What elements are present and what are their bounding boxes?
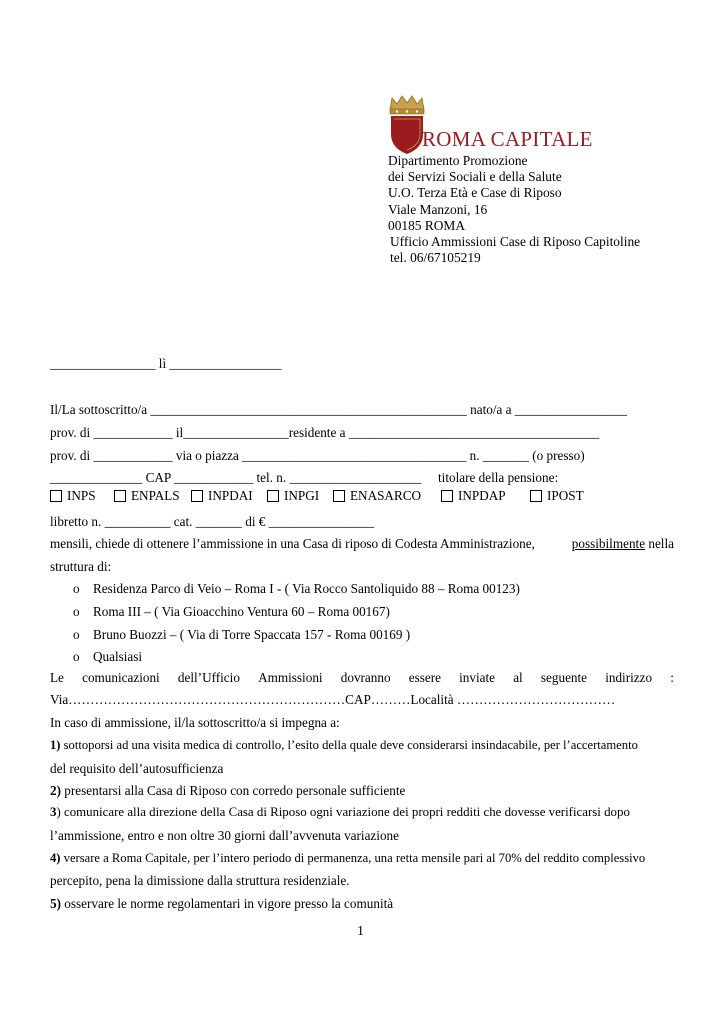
- checkbox-box[interactable]: [530, 490, 542, 502]
- request-text: mensili, chiede di ottenere l’ammissione in una Casa di riposo di Codesta Amministrazione,: [50, 536, 535, 551]
- checkbox-inpdap[interactable]: [441, 488, 506, 504]
- address-line: Dipartimento Promozione: [388, 153, 528, 168]
- item-text: sottoporsi ad una visita medica di controllo, l’esito della quale deve considerarsi insindacabile, per l’accertamento: [60, 738, 638, 752]
- item-number: 1): [50, 738, 61, 752]
- checkbox-label: INPDAI: [208, 488, 253, 503]
- brand-title: ROMA CAPITALE: [422, 127, 593, 151]
- item-text: ) comunicare alla direzione della Casa di Riposo ogni variazione dei propri redditi che dovesse verificarsi dopo: [56, 805, 630, 819]
- form-line-birth: prov. di ____________ il________________residente a ______________________________________: [50, 425, 600, 440]
- word: comunicazioni: [82, 670, 160, 685]
- form-line-address: prov. di ____________ via o piazza __________________________________ n. _______ (o presso): [50, 448, 585, 463]
- checkbox-label: ENPALS: [131, 488, 180, 503]
- communications-words: [50, 670, 674, 686]
- word: Ammissioni: [258, 670, 323, 685]
- structure-option: Qualsiasi: [93, 649, 143, 664]
- word: Le: [50, 670, 64, 685]
- commitment-3-cont: l’ammissione, entro e non oltre 30 giorni dall’avvenuta variazione: [50, 828, 399, 843]
- item-number: 4): [50, 851, 61, 865]
- address-line: tel. 06/67105219: [390, 250, 481, 266]
- page-number: 1: [357, 924, 364, 939]
- word: :: [670, 670, 674, 685]
- word: al: [513, 670, 523, 685]
- address-line: dei Servizi Sociali e della Salute: [388, 169, 562, 185]
- commitment-1-cont: del requisito dell’autosufficienza: [50, 761, 224, 776]
- checkbox-ipost[interactable]: [530, 488, 584, 504]
- structure-option: Bruno Buozzi – ( Via di Torre Spaccata 157 - Roma 00169 ): [93, 627, 411, 642]
- date-line: ________________ lì _________________: [50, 356, 282, 371]
- checkbox-box[interactable]: [114, 490, 126, 502]
- request-text-end: [572, 536, 674, 552]
- checkbox-box[interactable]: [441, 490, 453, 502]
- checkbox-inpgi[interactable]: [267, 488, 319, 504]
- checkbox-label: INPS: [67, 488, 96, 503]
- underlined-word: possibilmente: [571, 536, 646, 551]
- word: essere: [408, 670, 441, 685]
- word: indirizzo: [605, 670, 653, 685]
- checkbox-inps[interactable]: [50, 488, 96, 504]
- pension-label: titolare della pensione:: [438, 470, 559, 485]
- word: dell’Ufficio: [177, 670, 240, 685]
- item-number: 5): [50, 896, 61, 911]
- address-line: 00185 ROMA: [388, 217, 466, 233]
- structure-option: Roma III – ( Via Gioacchino Ventura 60 – Roma 00167): [93, 604, 390, 619]
- form-line-cap: ______________ CAP ____________ tel. n. ____________________: [50, 470, 422, 485]
- address-line: Viale Manzoni, 16: [388, 201, 488, 217]
- commitment-3-line: [50, 805, 674, 820]
- structure-option: Residenza Parco di Veio – Roma I - ( Via Rocco Santoliquido 88 – Roma 00123): [93, 581, 520, 596]
- item-number: 3: [50, 805, 57, 819]
- bullet: o: [73, 627, 80, 642]
- commit-intro: In caso di ammissione, il/la sottoscritto/a si impegna a:: [50, 715, 340, 730]
- checkbox-box[interactable]: [333, 490, 345, 502]
- checkbox-label: IPOST: [547, 488, 584, 503]
- commitment-2: [50, 783, 405, 799]
- item-text: presentarsi alla Casa di Riposo con corredo personale sufficiente: [61, 783, 406, 798]
- checkbox-label: INPGI: [284, 488, 320, 503]
- checkbox-inpdai[interactable]: [191, 488, 253, 504]
- checkbox-label: ENASARCO: [350, 488, 422, 503]
- structure-label: struttura di:: [50, 559, 112, 574]
- checkbox-label: INPDAP: [458, 488, 506, 503]
- address-line: Ufficio Ammissioni Case di Riposo Capitoline: [390, 234, 641, 250]
- word: seguente: [540, 670, 588, 685]
- request-text: nella: [645, 536, 674, 551]
- via-line: Via………………………………………………………CAP………Località ………………………………: [50, 692, 616, 707]
- address-block: [388, 153, 640, 266]
- address-line: U.O. Terza Età e Case di Riposo: [388, 185, 562, 201]
- checkbox-enpals[interactable]: [114, 488, 180, 504]
- commitment-4: [50, 851, 645, 866]
- item-text: versare a Roma Capitale, per l’intero periodo di permanenza, una retta mensile pari al 70% del reddito complessivo: [60, 851, 646, 865]
- checkbox-box[interactable]: [267, 490, 279, 502]
- checkbox-box[interactable]: [50, 490, 62, 502]
- bullet: o: [73, 581, 80, 596]
- commitment-1: [50, 738, 638, 753]
- checkbox-enasarco[interactable]: [333, 488, 421, 504]
- commitment-5: [50, 896, 393, 912]
- request-paragraph: [50, 536, 674, 552]
- form-line-name: Il/La sottoscritto/a ________________________________________________ nato/a a _________________: [50, 402, 627, 417]
- word: dovranno: [340, 670, 391, 685]
- bullet: o: [73, 604, 80, 619]
- request-line: [50, 536, 674, 552]
- bullet: o: [73, 649, 80, 664]
- item-text: osservare le norme regolamentari in vigore presso la comunità: [61, 896, 394, 911]
- communications-line: [50, 670, 674, 686]
- commitment-3: [50, 805, 674, 820]
- word: inviate: [459, 670, 496, 685]
- checkbox-box[interactable]: [191, 490, 203, 502]
- form-line-libretto: libretto n. __________ cat. _______ di € ________________: [50, 514, 375, 529]
- item-number: 2): [50, 783, 61, 798]
- commitment-4-cont: percepito, pena la dimissione dalla struttura residenziale.: [50, 873, 350, 888]
- roma-capitale-logo: [386, 94, 616, 156]
